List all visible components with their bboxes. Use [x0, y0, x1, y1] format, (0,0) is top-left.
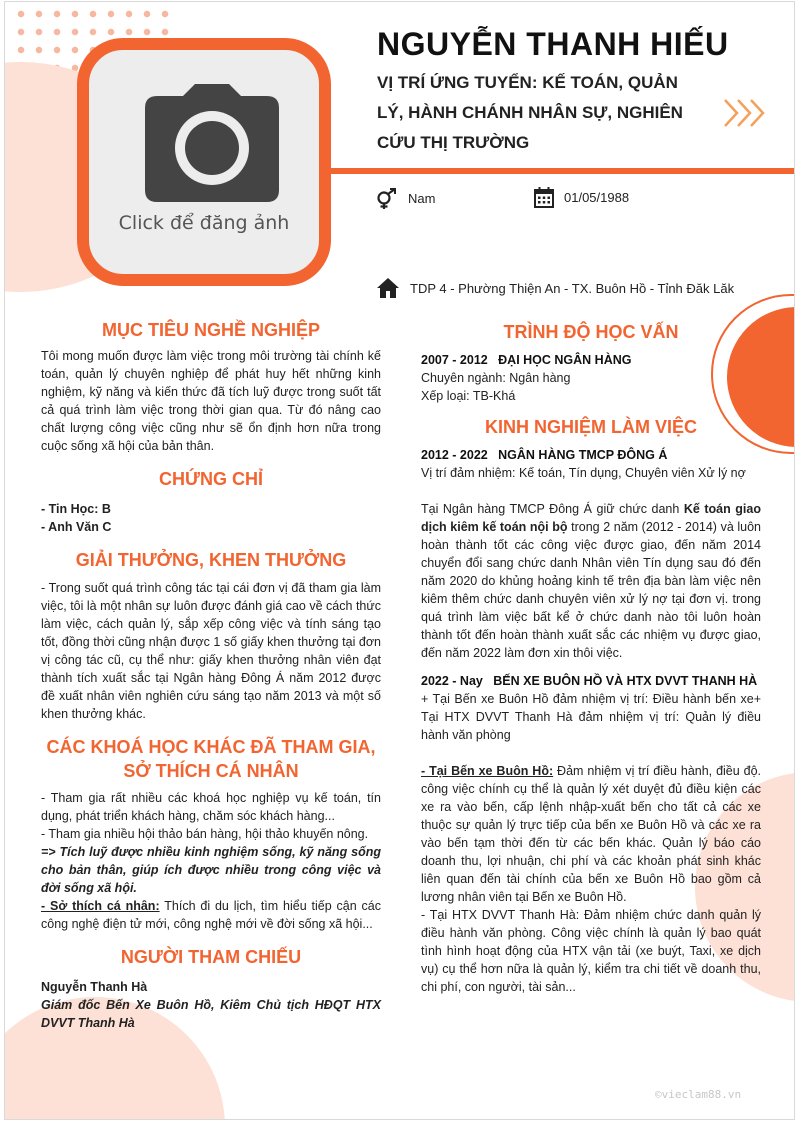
certificate-item: - Anh Văn C [41, 520, 112, 534]
reference-role: Giám đốc Bến Xe Buôn Hồ, Kiêm Chủ tịch HĐQT HTX DVVT Thanh Hà [41, 998, 381, 1030]
experience-title: KINH NGHIỆM LÀM VIỆC [484, 417, 697, 437]
watermark: ©vieclam88.vn [655, 1088, 742, 1101]
job-company: BẾN XE BUÔN HỒ VÀ HTX DVVT THANH HÀ [493, 674, 758, 688]
job-desc-bold: Kế toán giao dịch kiêm kế toán nội bộ [421, 502, 761, 534]
cv-page [4, 1, 795, 1120]
job-description: - Tại HTX DVVT Thanh Hà: Đảm nhiệm chức danh quản lý điều hành văn phòng. Công việc chính là quản lý bao quát tình hình hoạt động của HTX vận tải (xe buýt, Taxi, xe dịch vụ) cụ thể hơn nữa là quản lý, kiểm tra chi tiết về doanh thu, chi phí, con người, tài sản... [421, 908, 761, 994]
awards-text: - Trong suốt quá trình công tác tại cái đơn vị đã tham gia làm việc, tôi là một nhân sự luôn được đánh giá cao về cách thức làm việc, cách quản lý, sắp xếp công việc và tính sáng tạo tốt, đồng thời cũng nhận được 1 số giấy khen thưởng tại đơn vị công tác cũ, cụ thể như: giấy khen thưởng nhân viên đạt thành tích xuất sắc tại Ngân hàng Đông Á năm 2012 được đề xuất nhân viên nghiên cứu sáng tạo năm 2013 và một số khen thưởng khác. [41, 581, 381, 721]
education-title: TRÌNH ĐỘ HỌC VẤN [503, 322, 679, 342]
job-period: 2022 - Nay [421, 674, 483, 688]
job-header [421, 446, 761, 464]
courses-title [41, 735, 381, 783]
certificates-list [41, 500, 381, 536]
reference-name: Nguyễn Thanh Hà [41, 980, 148, 994]
awards-title: GIẢI THƯỞNG, KHEN THƯỞNG [75, 550, 347, 570]
applied-position [377, 68, 707, 158]
objective-text: Tôi mong muốn được làm việc trong môi trường tài chính kế toán, quản lý chuyên nghiệp để phát huy hết những kinh nghiệm, kỹ năng và kiến thức đã tích luỹ được trong suốt tất cả quá trình làm việc trong thời gian qua. Từ đó nâng cao chất lượng công việc cũng như sẽ ổn định hơn nữa trong cuộc sống xã hội của bản thân. [41, 349, 381, 453]
right-column [421, 322, 761, 996]
hobby-label: - Sở thích cá nhân: [41, 899, 160, 913]
job-desc-part: Tại Ngân hàng TMCP Đông Á giữ chức danh [421, 502, 684, 516]
certificates-title: CHỨNG CHỈ [159, 469, 263, 489]
courses-title-line: CÁC KHOÁ HỌC KHÁC ĐÃ THAM GIA, [46, 737, 376, 757]
courses-line: - Tham gia nhiều hội thảo bán hàng, hội thảo khuyến nông. [41, 827, 369, 841]
job-description [421, 762, 761, 906]
gender-info [376, 187, 435, 209]
courses-highlight: => Tích luỹ được nhiều kinh nghiệm sống, kỹ năng sống cho bản thân, giúp ích được nhiều trong công việc và đời sống xã hội. [41, 845, 381, 895]
camera-icon [145, 84, 279, 202]
header-divider [325, 168, 795, 174]
education-header [421, 351, 761, 369]
position-line: VỊ TRÍ ỨNG TUYỂN: KẾ TOÁN, QUẢN [377, 73, 678, 92]
job-desc-part: Đảm nhiệm vị trí điều hành, điều độ. công việc chính cụ thể là quản lý xét duyệt đủ điều kiện các xe ra vào bến, cấp lệnh nhập-xuất bến cho tất cả các xe thuộc sự quản lý trực tiếp của bến xe Buôn Hồ và các xe ra vào bến tạm thời đến từ các bến khác. Quản lý báo cáo doanh thu, lợi nhuận, chi phí và các khoản phát sinh khác liên quan đến tài chính của bến xe Buôn Hồ bao gồm cả lương nhân viên tại Bến xe Buôn Hồ. [421, 764, 761, 904]
courses-title-line: SỞ THÍCH CÁ NHÂN [123, 761, 299, 781]
address-info [376, 277, 734, 299]
hobby-text [41, 897, 381, 933]
dob-info [534, 187, 629, 208]
job-role: + Tại Bến xe Buôn Hồ đảm nhiệm vị trí: Điều hành bến xe+ Tại HTX DVVT Thanh Hà đảm nhiệm vị trí: Quản lý điều hành văn phòng [421, 692, 761, 742]
courses-line: - Tham gia rất nhiều các khoá học nghiệp vụ kế toán, tín dụng, phát triển khách hàng, chăm sóc khách hàng... [41, 791, 381, 823]
candidate-name: NGUYỄN THANH HIẾU [377, 26, 729, 62]
job-period: 2012 - 2022 [421, 448, 488, 462]
calendar-icon [534, 187, 554, 208]
hobby-value: Thích đi du lịch, tìm hiểu tiếp cận các công nghệ điện tử mới, công nghệ mới về đời sống xã hội... [41, 899, 382, 931]
gender-icon [376, 187, 398, 209]
position-line: LÝ, HÀNH CHÁNH NHÂN SỰ, NGHIÊN [377, 103, 683, 122]
job-description [421, 500, 761, 662]
objective-title: MỤC TIÊU NGHỀ NGHIỆP [101, 320, 320, 340]
gender-value: Nam [408, 190, 436, 206]
photo-upload-button[interactable] [77, 38, 331, 286]
left-column [41, 320, 381, 1032]
education-school: ĐẠI HỌC NGÂN HÀNG [498, 353, 632, 367]
education-grade: Xếp loại: TB-Khá [421, 389, 516, 403]
home-icon [376, 277, 400, 299]
dob-value: 01/05/1988 [564, 190, 630, 205]
education-major: Chuyên ngành: Ngân hàng [421, 371, 571, 385]
address-value: TDP 4 - Phường Thiện An - TX. Buôn Hồ - Tỉnh Đăk Lăk [410, 280, 735, 296]
job-role: Vị trí đảm nhiệm: Kế toán, Tín dụng, Chuyên viên Xử lý nợ [421, 466, 746, 480]
job-company: NGÂN HÀNG TMCP ĐÔNG Á [498, 448, 668, 462]
job-desc-label: - Tại Bến xe Buôn Hồ: [421, 764, 554, 778]
job-desc-part: trong 2 năm (2012 - 2014) và luôn hoàn thành tốt các công việc được giao, đến năm 2014 chuyển đổi sang chức danh Nhân viên Tín dụng sau đó đến năm 2020 do khủng hoảng kinh tế trên địa bàn làm việc nên kiêm thêm chức danh chuyên viên xử lý nợ tại đơn vị. trong quá trình làm việc bất kể ở chức danh nào tôi luôn hoàn thành tốt đến hoàn thành xuất sắc các nhiệm vụ được giao, đến năm 2022 làm đơn xin thôi việc. [421, 520, 761, 660]
position-line: CỨU THỊ TRƯỜNG [377, 133, 530, 152]
photo-upload-label: Click để đăng ảnh [118, 212, 290, 234]
reference-title: NGƯỜI THAM CHIẾU [120, 947, 302, 967]
chevrons-icon [723, 98, 769, 128]
certificate-item: - Tin Học: B [41, 502, 111, 516]
job-header [421, 672, 761, 690]
education-period: 2007 - 2012 [421, 353, 488, 367]
